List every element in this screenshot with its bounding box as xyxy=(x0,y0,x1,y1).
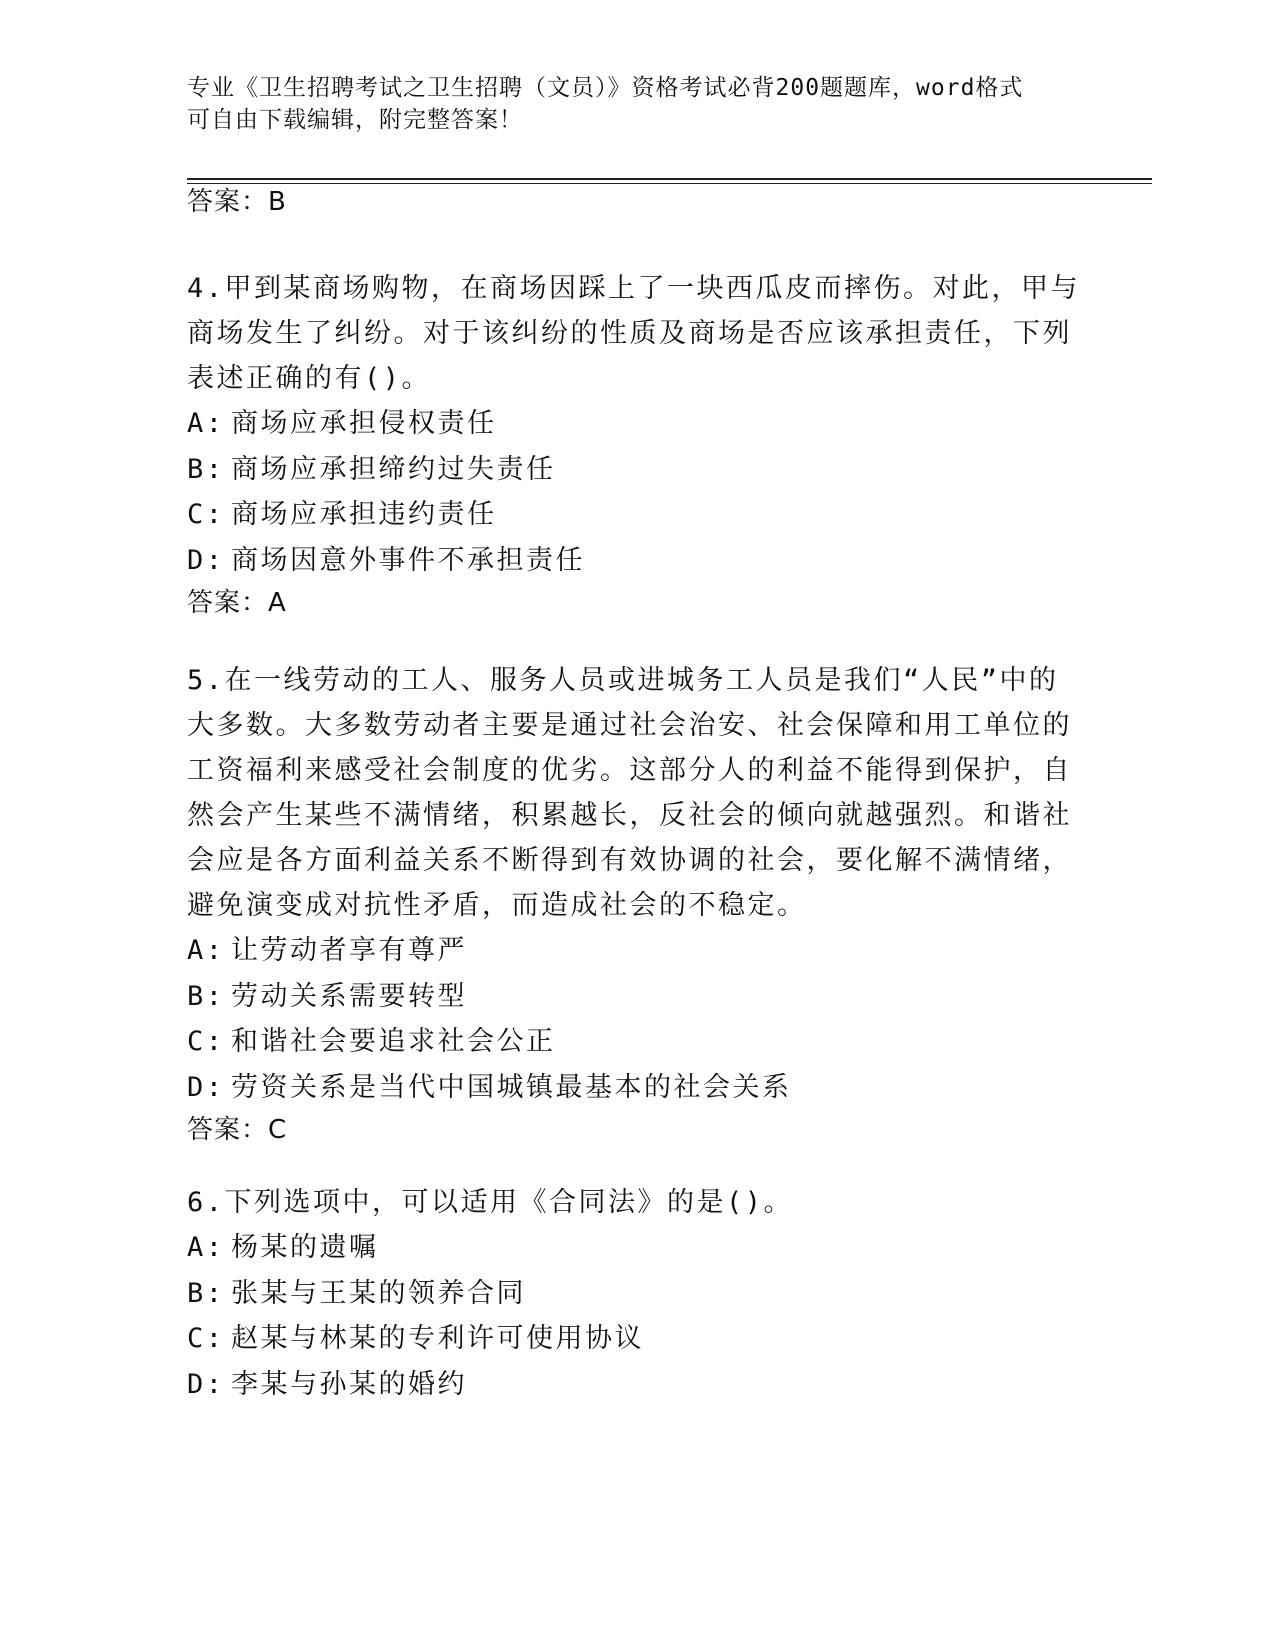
option-letter: B: xyxy=(187,1277,225,1309)
option-text: 张某与王某的领养合同 xyxy=(231,1277,526,1309)
question-text-line: 6.下列选项中，可以适用《合同法》的是()。 xyxy=(187,1187,794,1218)
option-d xyxy=(187,538,1067,584)
answer-label: 答案：A xyxy=(187,588,287,618)
option-text: 李某与孙某的婚约 xyxy=(231,1368,467,1400)
question-text-line: 避免演变成对抗性矛盾，而造成社会的不稳定。 xyxy=(187,890,807,921)
option-text: 劳动关系需要转型 xyxy=(231,980,467,1012)
option-letter: D: xyxy=(187,1071,225,1103)
option-letter: B: xyxy=(187,453,225,485)
option-b xyxy=(187,447,1067,493)
option-letter: A: xyxy=(187,1232,225,1263)
option-text: 商场应承担违约责任 xyxy=(231,499,497,530)
option-letter: A: xyxy=(187,408,225,439)
question-text-line: 4.甲到某商场购物，在商场因踩上了一块西瓜皮而摔伤。对此，甲与 xyxy=(187,273,1081,304)
option-letter: D: xyxy=(187,1368,225,1400)
option-letter: C: xyxy=(187,1323,225,1354)
question-5 xyxy=(187,658,1072,1150)
previous-answer-block xyxy=(187,182,1067,222)
option-letter: D: xyxy=(187,544,225,576)
option-letter: A: xyxy=(187,935,225,966)
question-text-line: 5.在一线劳动的工人、服务人员或进城务工人员是我们“人民”中的 xyxy=(187,665,1059,696)
option-text: 杨某的遗嘱 xyxy=(231,1232,379,1263)
answer-label: 答案：C xyxy=(187,1115,288,1145)
option-text: 商场因意外事件不承担责任 xyxy=(231,544,585,576)
option-text: 和谐社会要追求社会公正 xyxy=(231,1026,556,1057)
option-letter: B: xyxy=(187,980,225,1012)
header-line-1: 专业《卫生招聘考试之卫生招聘（文员）》资格考试必背200题题库，word格式 xyxy=(187,75,1024,101)
document-header xyxy=(187,72,1067,136)
option-text: 让劳动者享有尊严 xyxy=(231,935,467,966)
option-b xyxy=(187,1271,1067,1317)
question-6 xyxy=(187,1180,1067,1407)
header-line-2: 可自由下载编辑，附完整答案！ xyxy=(187,107,523,133)
option-b xyxy=(187,974,1067,1020)
option-letter: C: xyxy=(187,499,225,530)
option-text: 劳资关系是当代中国城镇最基本的社会关系 xyxy=(231,1071,792,1103)
question-text-line: 商场发生了纠纷。对于该纠纷的性质及商场是否应该承担责任，下列 xyxy=(187,318,1072,349)
question-text-line: 工资福利来感受社会制度的优劣。这部分人的利益不能得到保护，自 xyxy=(187,755,1072,786)
option-c xyxy=(187,1019,1067,1065)
question-text-line: 大多数。大多数劳动者主要是通过社会治安、社会保障和用工单位的 xyxy=(187,710,1072,741)
option-text: 商场应承担侵权责任 xyxy=(231,408,497,439)
option-d xyxy=(187,1065,1067,1111)
question-4 xyxy=(187,266,1081,623)
option-text: 赵某与林某的专利许可使用协议 xyxy=(231,1323,644,1354)
option-c xyxy=(187,492,1067,538)
option-a xyxy=(187,401,1067,447)
question-text-line: 表述正确的有()。 xyxy=(187,363,432,394)
option-a xyxy=(187,928,1067,974)
answer-label: 答案：B xyxy=(187,187,287,217)
option-letter: C: xyxy=(187,1026,225,1057)
option-a xyxy=(187,1225,1067,1271)
question-text-line: 然会产生某些不满情绪，积累越长，反社会的倾向就越强烈。和谐社 xyxy=(187,800,1072,831)
option-c xyxy=(187,1316,1067,1362)
question-text-line: 会应是各方面利益关系不断得到有效协调的社会，要化解不满情绪， xyxy=(187,845,1072,876)
option-text: 商场应承担缔约过失责任 xyxy=(231,453,556,485)
option-d xyxy=(187,1362,1067,1408)
